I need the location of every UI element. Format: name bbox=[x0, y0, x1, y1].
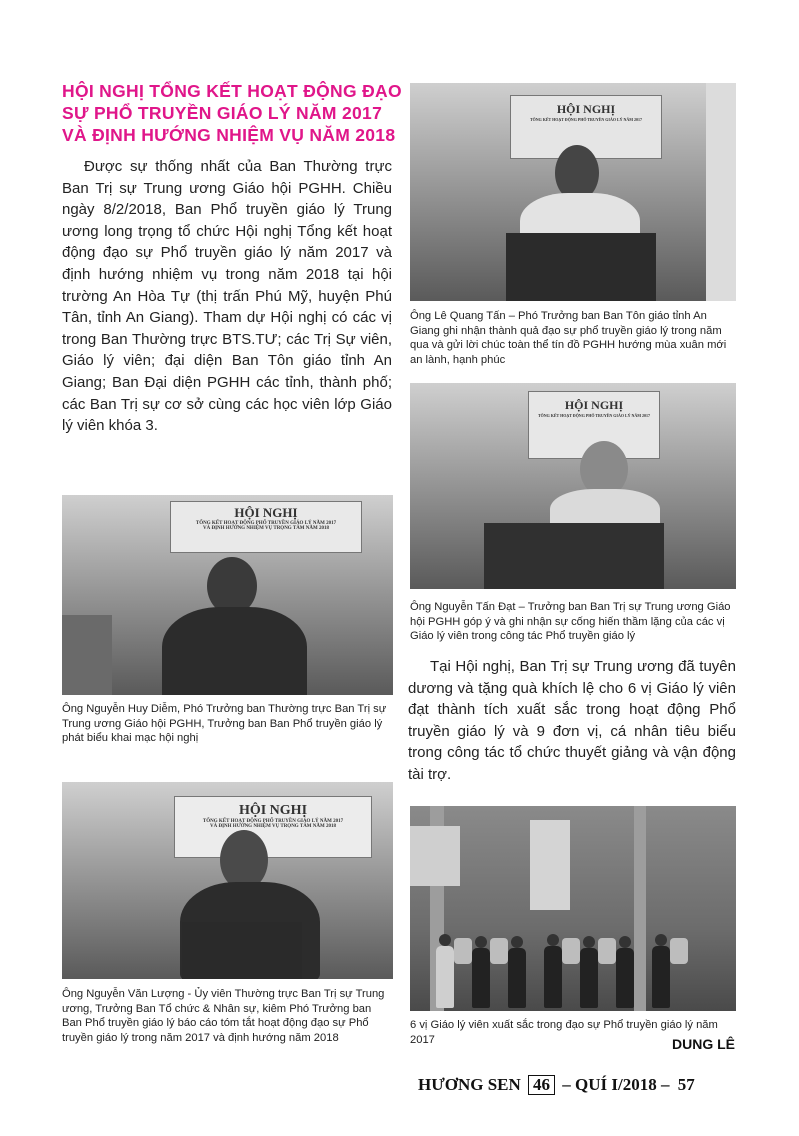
speaker-body bbox=[162, 607, 307, 695]
page-footer bbox=[418, 1075, 695, 1095]
article-body-left bbox=[62, 156, 392, 437]
article-author: DUNG LÊ bbox=[672, 1036, 735, 1052]
page-number: 57 bbox=[677, 1075, 695, 1094]
awardees bbox=[436, 898, 716, 1008]
caption-photo-1: Ông Nguyễn Huy Diễm, Phó Trưởng ban Thường trực Ban Trị sự Trung ương Giáo hội PGHH, Trưởng ban Ban Phổ truyền giáo lý phát biểu khai mạc hội nghị bbox=[62, 703, 387, 744]
paragraph-2: Tại Hội nghị, Ban Trị sự Trung ương đã tuyên dương và tặng quà khích lệ cho 6 vị Giáo lý viên đạt thành tích xuất sắc trong hoạt động Phổ truyền giáo lý và 9 đơn vị, cá nhân tiêu biểu trong công tác tổ chức thuyết giảng và vận động tài trợ. bbox=[408, 658, 736, 783]
issue-number: 46 bbox=[528, 1075, 555, 1095]
caption-photo-5: 6 vị Giáo lý viên xuất sắc trong đạo sự Phổ truyền giáo lý năm 2017 bbox=[410, 1019, 718, 1046]
photo-group bbox=[410, 806, 736, 1011]
banner-title-2: HỘI NGHỊ bbox=[238, 803, 308, 818]
photo-speaker-3 bbox=[410, 83, 736, 301]
magazine-name: HƯƠNG SEN bbox=[418, 1075, 521, 1094]
speaker-figure-2 bbox=[220, 830, 268, 890]
banner-sub-1c: TỔNG KẾT HOẠT ĐỘNG PHỔ TRUYỀN GIÁO LÝ NĂM 2017 bbox=[529, 117, 643, 122]
banner-title: HỘI NGHỊ bbox=[234, 505, 298, 520]
caption-photo-3: Ông Lê Quang Tấn – Phó Trưởng ban Ban Tôn giáo tỉnh An Giang ghi nhận thành quả đạo sự phổ truyền giáo lý trong năm qua và gửi lời chúc toàn thể tín đồ PGHH hướng mùa xuân mới an lành, hạnh phúc bbox=[410, 310, 727, 366]
article-title bbox=[62, 80, 402, 146]
banner-title-3: HỘI NGHỊ bbox=[556, 102, 616, 116]
photo-speaker-2 bbox=[62, 782, 393, 979]
title-line-1: HỘI NGHỊ TỔNG KẾT HOẠT ĐỘNG ĐẠO bbox=[62, 81, 402, 101]
banner-sub-1d: TỔNG KẾT HOẠT ĐỘNG PHỔ TRUYỀN GIÁO LÝ NĂM 2017 bbox=[537, 413, 651, 418]
caption-photo-4: Ông Nguyễn Tấn Đạt – Trưởng ban Ban Trị sự Trung ương Giáo hội PGHH góp ý và ghi nhận sự cống hiến thầm lặng của các vị Giáo lý viên trong công tác Phổ truyền giáo lý bbox=[410, 601, 731, 642]
banner-sub-1: TỔNG KẾT HOẠT ĐỘNG PHỔ TRUYỀN GIÁO LÝ NĂM 2017 bbox=[195, 521, 337, 526]
banner-sub-1b: TỔNG KẾT HOẠT ĐỘNG PHỔ TRUYỀN GIÁO LÝ NĂM 2017 bbox=[202, 819, 344, 824]
title-line-3: VÀ ĐỊNH HƯỚNG NHIỆM VỤ NĂM 2018 bbox=[62, 125, 396, 145]
banner-sub-2b: VÀ ĐỊNH HƯỚNG NHIỆM VỤ TRỌNG TÂM NĂM 2018 bbox=[210, 824, 336, 829]
issue-quarter: – QUÍ I/2018 – bbox=[562, 1075, 670, 1094]
title-line-2: SỰ PHỔ TRUYỀN GIÁO LÝ NĂM 2017 bbox=[62, 103, 383, 123]
article-body-right bbox=[408, 656, 736, 786]
paragraph-1: Được sự thống nhất của Ban Thường trực Ban Trị sự Trung ương Giáo hội PGHH. Chiều ngày 8/2/2018, Ban Phổ truyền giáo lý Trung ương long trọng tổ chức Hội nghị Tổng kết hoạt động đạo sự Phổ truyền giáo lý năm 2017 và định hướng nhiệm vụ trong năm 2018 tại hội trường An Hòa Tự (thị trấn Phú Mỹ, huyện Phú Tân, tỉnh An Giang). Tham dự Hội nghị có các vị trong Ban Thường trực BTS.TƯ; các Trị Sự viên, Giáo lý viên; đại diện Ban Tôn giáo tỉnh An Giang; Ban Đại diện PGHH các tỉnh, thành phố; các Ban Trị sự cơ sở cùng các học viên lớp Giáo lý viên khóa 3. bbox=[62, 158, 392, 435]
photo-speaker-1 bbox=[62, 495, 393, 695]
banner-title-4: HỘI NGHỊ bbox=[564, 398, 624, 412]
caption-photo-2: Ông Nguyễn Văn Lượng - Ủy viên Thường trực Ban Trị sự Trung ương, Trưởng Ban Tổ chức & Nhân sự, kiêm Phó Trưởng ban Ban Phổ truyền giáo lý báo cáo tóm tắt hoạt động đạo sự Phổ truyền giáo lý trong năm 2017 và định hướng năm 2018 bbox=[62, 988, 385, 1044]
banner-sub-2: VÀ ĐỊNH HƯỚNG NHIỆM VỤ TRỌNG TÂM NĂM 2018 bbox=[203, 526, 329, 531]
photo-speaker-4 bbox=[410, 383, 736, 589]
